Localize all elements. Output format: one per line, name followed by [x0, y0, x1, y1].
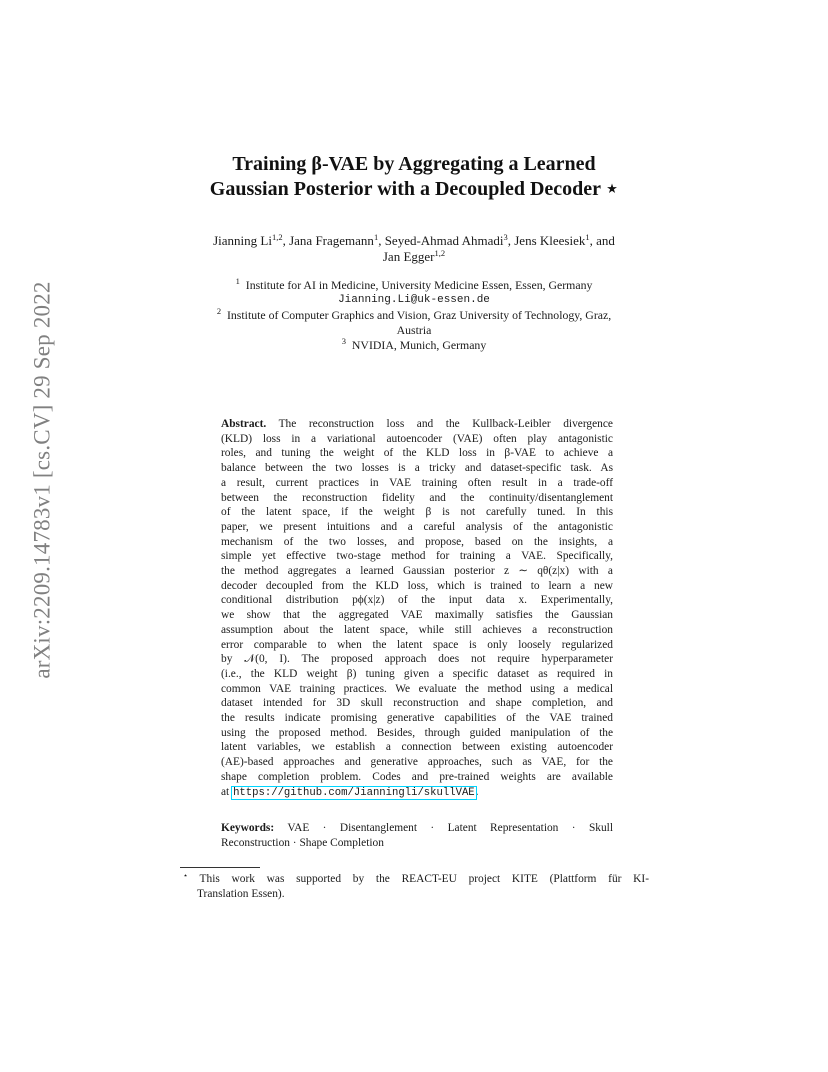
abstract-line: the method aggregates a learned Gaussian posterior z ∼ qθ(z|x) with a [221, 565, 613, 578]
affiliation-number: 3 [341, 336, 346, 346]
author-name: Jianning Li [213, 233, 272, 248]
author-list [170, 233, 658, 265]
author-affiliation-mark: 1,2 [434, 248, 446, 258]
affiliation-number: 1 [235, 276, 240, 286]
footnote [183, 872, 649, 901]
abstract-label: Abstract. [221, 418, 267, 430]
affiliation-number: 2 [216, 306, 222, 316]
author-name: Jan Egger [382, 249, 435, 264]
abstract-line: common VAE training practices. We evaluate the method using a medical [221, 682, 613, 695]
affiliation-1 [160, 278, 668, 293]
footnote-rule [180, 867, 260, 868]
abstract-line: between the reconstruction fidelity and the continuity/disentanglement [221, 491, 613, 504]
abstract-line: latent variables, we establish a connection between existing autoencoder [221, 741, 613, 754]
author-separator: , [282, 233, 290, 248]
abstract-last-prefix: at [221, 785, 233, 798]
abstract-line: balance between the two losses is a tricky and dataset-specific task. As [221, 462, 613, 475]
footnote-line-2: Translation Essen). [197, 887, 285, 900]
author-separator: , and [589, 233, 615, 248]
affiliation-text: Institute for AI in Medicine, University Medicine Essen, Essen, Germany [245, 278, 593, 292]
abstract-line: shape completion problem. Codes and pre-trained weights are available [221, 770, 613, 783]
affiliation-text: Institute of Computer Graphics and Vision, Graz University of Technology, Graz, [226, 308, 612, 322]
keywords-label: Keywords: [221, 822, 275, 834]
author-email: Jianning.Li@uk-essen.de [338, 294, 490, 306]
author-name: Seyed-Ahmad Ahmadi [384, 233, 504, 248]
abstract-line: (AE)-based approaches and generative approaches, such as VAE, for the [221, 756, 613, 769]
abstract-line: simple yet effective two-stage method for training a VAE. Specifically, [221, 550, 613, 563]
title-line-2: Gaussian Posterior with a Decoupled Decoder ⋆ [209, 178, 619, 200]
abstract-line: conditional distribution pϕ(x|z) of the input data x. Experimentally, [221, 594, 613, 607]
affiliation-2-continued: Austria [396, 323, 432, 337]
author-name: Jens Kleesiek [514, 233, 586, 248]
keywords-section [221, 821, 613, 850]
arxiv-identifier-stamp [28, 283, 58, 677]
author-affiliation-mark: 1,2 [271, 232, 283, 242]
abstract-line: (i.e., the KLD weight β) tuning given a specific dataset as required in [221, 667, 613, 680]
author-affiliation-mark: 1 [373, 232, 379, 242]
abstract-line: paper, we present intuitions and a careful analysis of the antagonistic [221, 520, 613, 533]
abstract-line: the results indicate promising generative capabilities of the VAE trained [221, 712, 613, 725]
abstract-line: decoder decoupled from the KLD loss, which is trained to learn a new [221, 579, 613, 592]
author-affiliation-mark: 3 [503, 232, 508, 242]
abstract-line: a result, current practices in VAE training often result in a trade-off [221, 476, 613, 489]
abstract-line: (KLD) loss in a variational autoencoder (VAE) often play antagonistic [221, 432, 613, 445]
abstract-last-line [221, 785, 613, 801]
footnote-text: This work was supported by the REACT-EU project KITE (Plattform für KI- [199, 873, 649, 885]
abstract-line: using the proposed method. Besides, through guided manipulation of the [221, 726, 613, 739]
abstract-line: roles, and tuning the weight of the KLD loss in β-VAE to achieve a [221, 447, 613, 460]
affiliation-2 [160, 308, 668, 323]
author-separator: , [507, 233, 515, 248]
abstract-line: dataset intended for 3D skull reconstruction and shape completion, and [221, 697, 613, 710]
author-name: Jana Fragemann [289, 233, 374, 248]
abstract-line: by 𝒩(0, I). The proposed approach does not require hyperparameter [221, 653, 613, 666]
affiliation-list [160, 278, 668, 353]
author-line-1 [170, 233, 658, 249]
footnote-mark: ⋆ [183, 871, 189, 880]
abstract-line: mechanism of the two losses, and propose, based on the insights, a [221, 535, 613, 548]
abstract-section [221, 417, 613, 800]
affiliation-text: NVIDIA, Munich, Germany [351, 338, 487, 352]
code-repository-link[interactable]: https://github.com/Jianningli/skullVAE [233, 786, 475, 799]
abstract-last-suffix: . [475, 785, 479, 798]
abstract-line: assumption about the latent space, while still achieves a reconstruction [221, 623, 613, 636]
footnote-line-1 [183, 872, 649, 887]
keywords-line-2: Reconstruction · Shape Completion [221, 836, 384, 849]
abstract-line: we show that the aggregated VAE maximally satisfies the Gaussian [221, 609, 613, 622]
author-affiliation-mark: 1 [585, 232, 590, 242]
abstract-line [221, 417, 613, 432]
keywords-text: VAE · Disentanglement · Latent Representation · Skull [287, 822, 613, 834]
keywords-line-1 [221, 821, 613, 836]
affiliation-3 [160, 338, 668, 353]
abstract-line: of the latent space, if the weight β is not carefully tuned. In this [221, 506, 613, 519]
title-line-1: Training β-VAE by Aggregating a Learned [232, 153, 596, 175]
paper-title [150, 152, 678, 202]
arxiv-identifier-text: arXiv:2209.14783v1 [cs.CV] 29 Sep 2022 [30, 281, 56, 679]
abstract-line-text: The reconstruction loss and the Kullback-Leibler divergence [278, 418, 613, 430]
abstract-line: error comparable to when the latent space is only loosely regularized [221, 638, 613, 651]
author-line-2 [170, 249, 658, 265]
author-separator: , [378, 233, 385, 248]
